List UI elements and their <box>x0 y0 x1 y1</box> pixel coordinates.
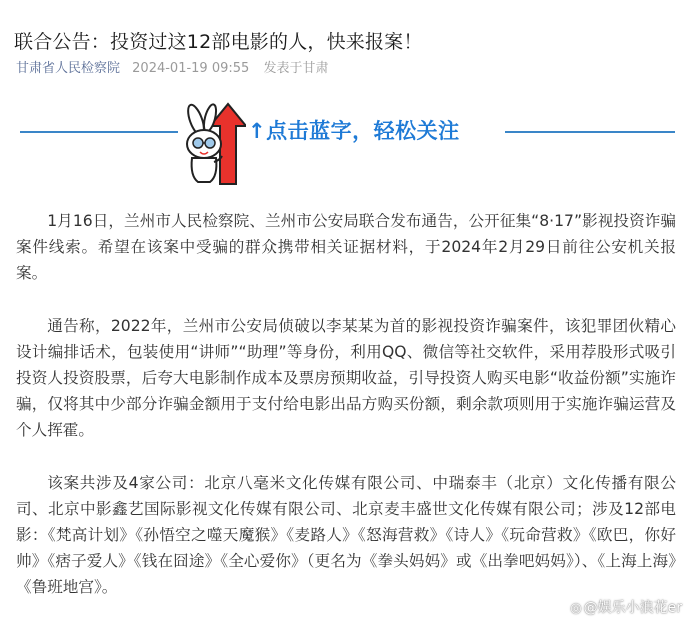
follow-banner[interactable] <box>0 100 690 190</box>
watermark-text: @娱乐小浪花er <box>583 600 682 616</box>
weibo-watermark <box>570 597 682 617</box>
rabbit-mascot-icon <box>176 102 246 188</box>
follow-cta-text[interactable]: ↑点击蓝字，轻松关注 <box>248 119 460 143</box>
article-title: 联合公告：投资过这12部电影的人，快来报案！ <box>14 30 423 53</box>
publish-location: 发表于甘肃 <box>263 61 329 76</box>
paragraph-announcement: 1月16日，兰州市人民检察院、兰州市公安局联合发布通告，公开征集“8·17”影视投资诈骗案件线索。希望在该案中受骗的群众携带相关证据材料，于2024年2月29日前往公安机关报案。 <box>16 212 676 282</box>
weibo-icon: ◎ <box>570 601 582 616</box>
account-name-link[interactable]: 甘肃省人民检察院 <box>16 61 121 76</box>
banner-divider-right <box>505 131 675 133</box>
publish-date: 2024-01-19 09:55 <box>132 61 250 76</box>
article-meta <box>16 60 328 78</box>
paragraph-case-details: 通告称，2022年，兰州市公安局侦破以李某某为首的影视投资诈骗案件，该犯罪团伙精心设计编排话术，包装使用“讲师”“助理”等身份，利用QQ、微信等社交软件，采用荐股形式吸引投资人投资股票，后夸大电影制作成本及票房预期收益，引导投资人购买电影“收益份额”实施诈骗，仅将其中少部分诈骗金额用于支付给电影出品方购买份额，剩余款项则用于实施诈骗运营及个人挥霍。 <box>16 317 676 439</box>
banner-divider-left <box>20 131 178 133</box>
paragraph-companies-films: 该案共涉及4家公司：北京八毫米文化传媒有限公司、中瑞泰丰（北京）文化传播有限公司、北京中影鑫艺国际影视文化传媒有限公司、北京麦丰盛世文化传媒有限公司；涉及12部电影：《梵高计划》《孙悟空之噬天魔猴》《麦路人》《怒海营救》《诗人》《玩命营救》《欧巴，你好帅》《痞子爱人》《钱在囧途》《全心爱你》（更名为《拳头妈妈》或《出拳吧妈妈》）、《上海上海》《鲁班地宫》。 <box>16 474 676 596</box>
